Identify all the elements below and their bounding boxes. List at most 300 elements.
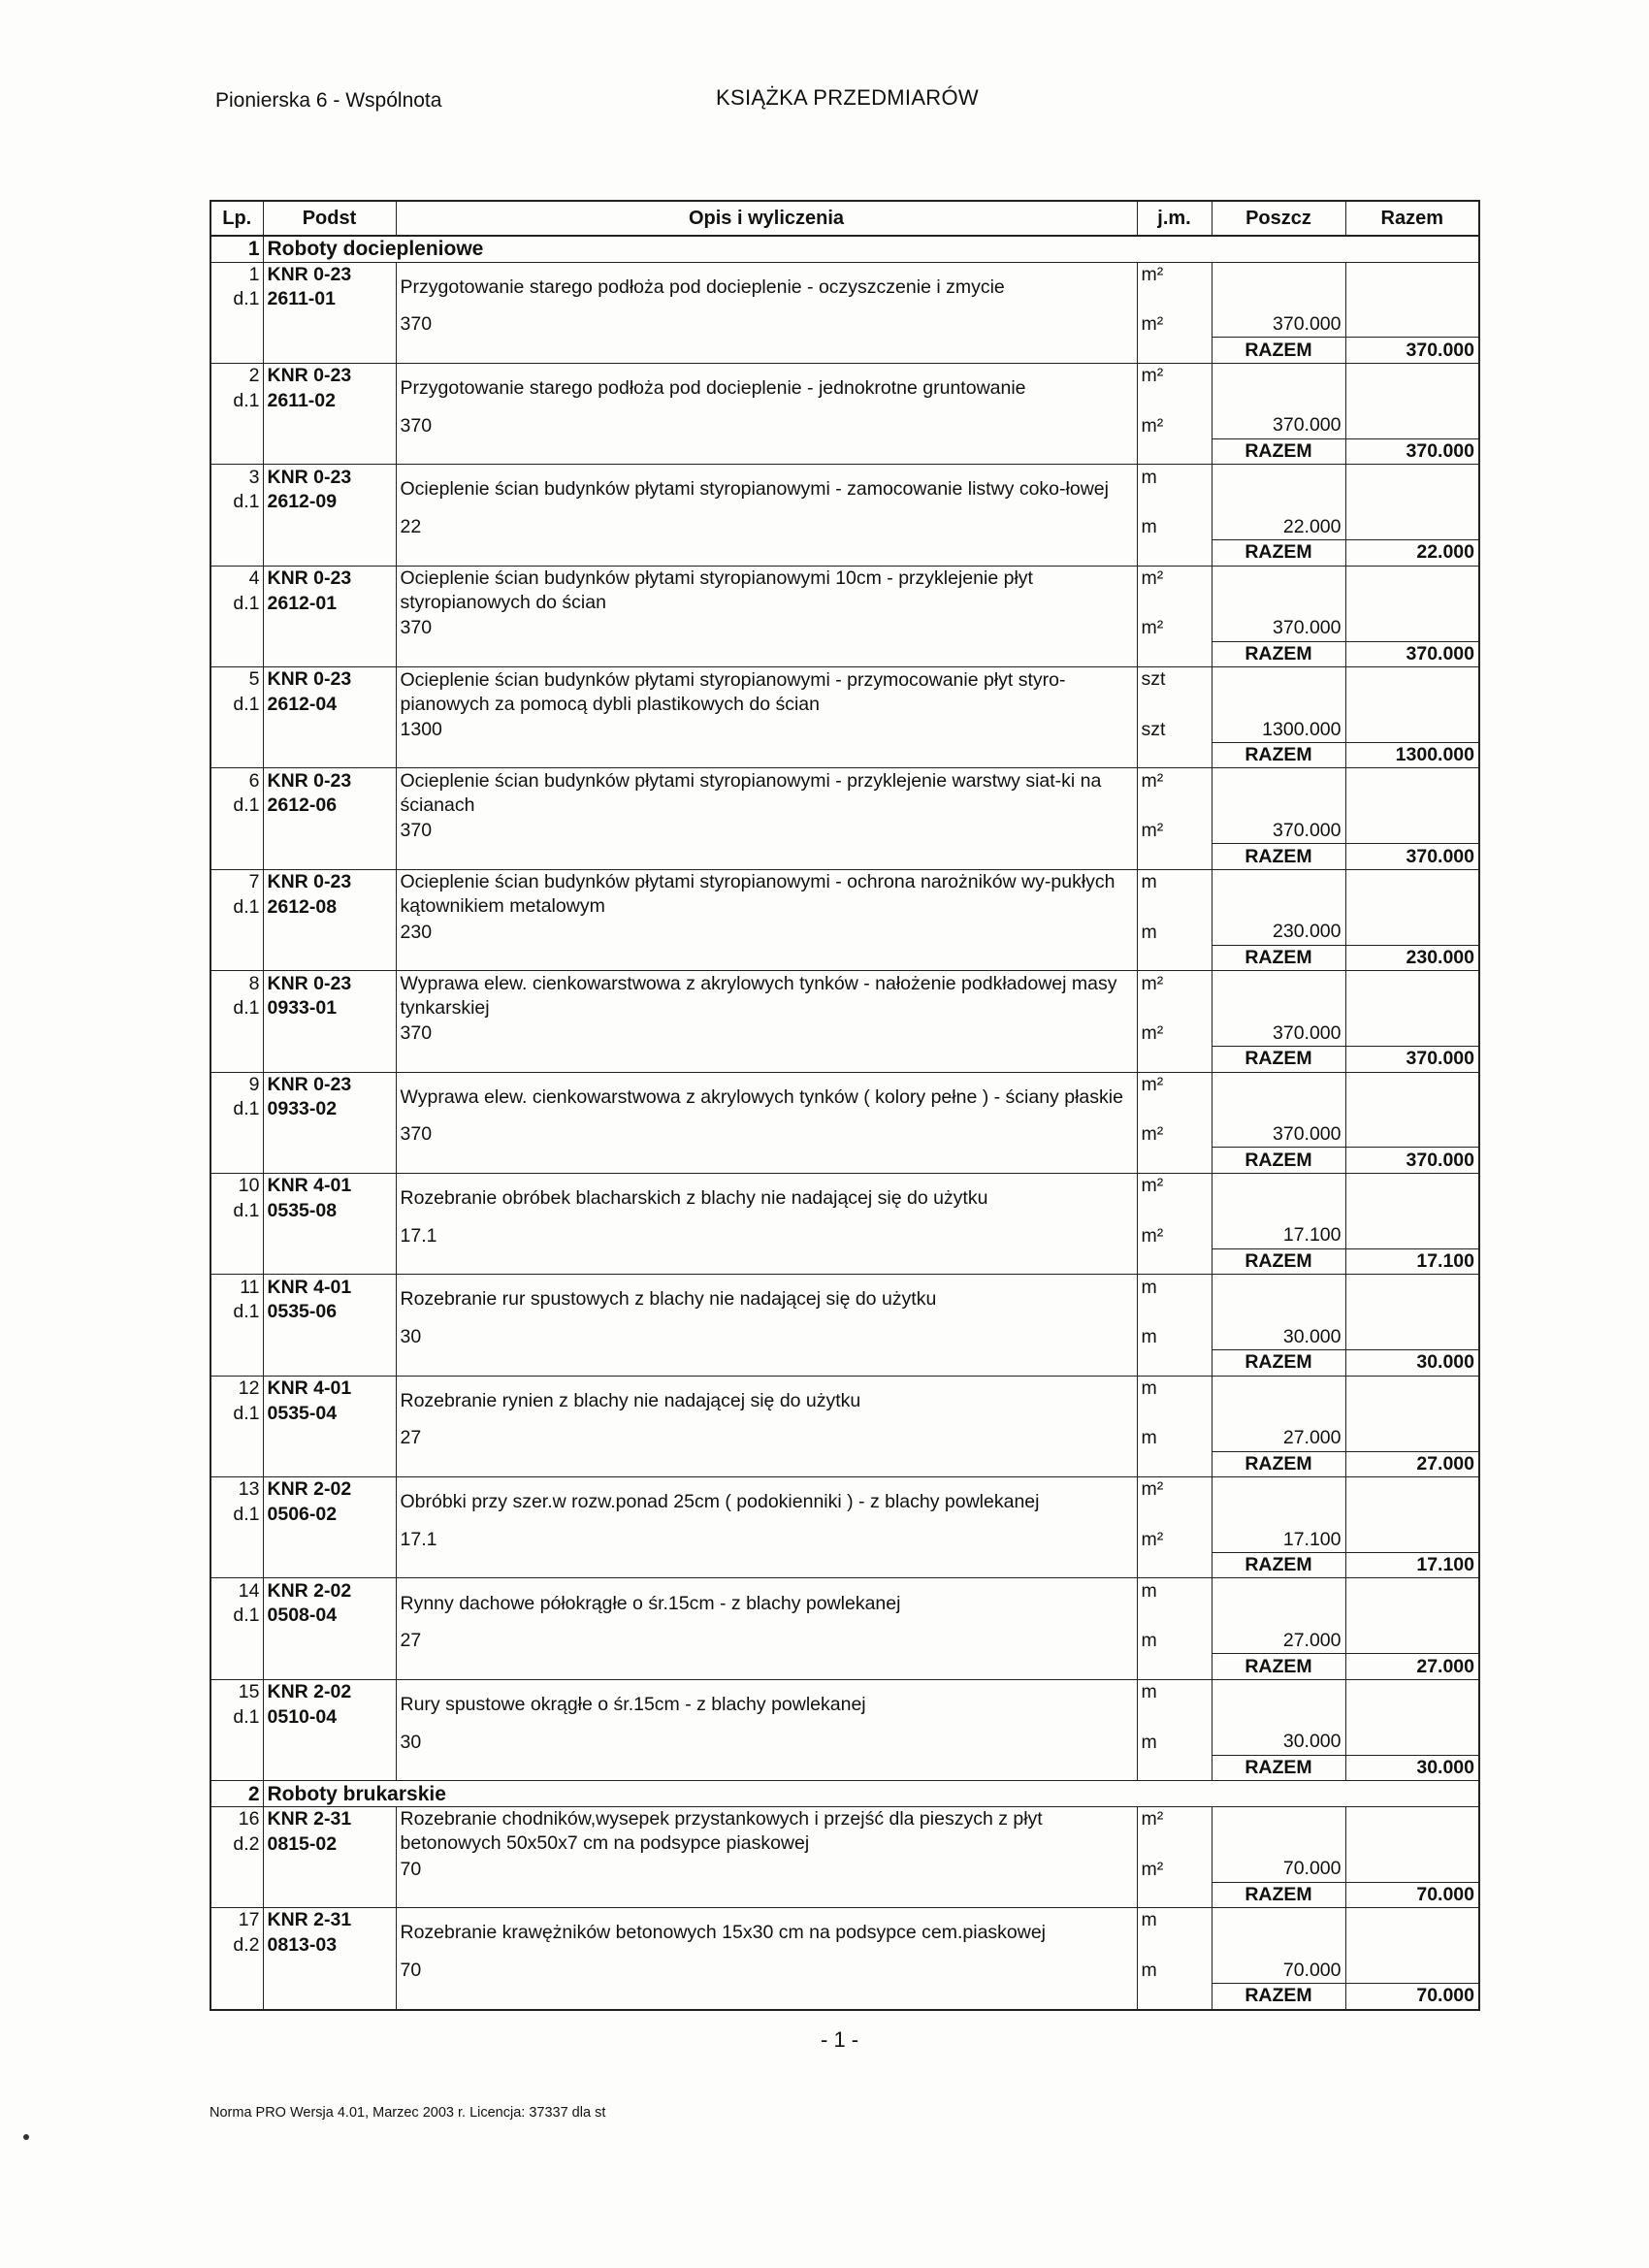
- item-total-row: [210, 338, 1479, 364]
- section-row: [210, 236, 1479, 262]
- item-total-row: [210, 1047, 1479, 1073]
- item-empty: [210, 338, 263, 364]
- item-empty: [1137, 1755, 1212, 1781]
- item-empty: [263, 819, 396, 844]
- item-description: Obróbki przy szer.w rozw.ponad 25cm ( podokienniki ) - z blachy powlekanej: [396, 1477, 1137, 1528]
- item-calc-unit: m²: [1137, 616, 1212, 641]
- item-d-code: d.2: [210, 1933, 263, 1959]
- col-poszcz: Poszcz: [1212, 201, 1345, 236]
- item-calculation: 17.1: [396, 1223, 1137, 1248]
- item-razem-value: 17.100: [1345, 1248, 1479, 1275]
- item-empty: [263, 312, 396, 338]
- item-calc-row: [210, 1325, 1479, 1350]
- item-description: Ocieplenie ścian budynków płytami styropianowymi 10cm - przyklejenie płyt styropianowych do ścian: [396, 566, 1137, 616]
- item-empty: [210, 945, 263, 971]
- item-empty: [1345, 693, 1479, 718]
- item-empty: [1212, 1704, 1345, 1730]
- item-razem-empty: [1345, 1173, 1479, 1198]
- item-empty: [1137, 287, 1212, 312]
- item-row-line1: [210, 1173, 1479, 1198]
- item-empty: [1137, 1097, 1212, 1122]
- col-lp: Lp.: [210, 201, 263, 236]
- item-poszcz-empty: [1212, 1578, 1345, 1604]
- item-empty: [210, 819, 263, 844]
- item-empty: [1345, 1325, 1479, 1350]
- item-unit: szt: [1137, 667, 1212, 693]
- project-name: Pionierska 6 - Wspólnota: [215, 89, 442, 112]
- item-d-code: d.1: [210, 389, 263, 414]
- item-d-code: d.1: [210, 1199, 263, 1224]
- item-podst-catalog: KNR 0-23: [263, 262, 396, 287]
- item-empty: [1137, 591, 1212, 616]
- item-poszcz-value: 1300.000: [1212, 717, 1345, 742]
- item-poszcz-empty: [1212, 1477, 1345, 1503]
- item-empty: [263, 1325, 396, 1350]
- item-poszcz-value: 230.000: [1212, 920, 1345, 945]
- item-total-row: [210, 540, 1479, 567]
- item-empty: [210, 641, 263, 667]
- item-podst-catalog: KNR 0-23: [263, 363, 396, 388]
- item-empty: [396, 1552, 1137, 1578]
- razem-label: RAZEM: [1212, 1350, 1345, 1377]
- item-empty: [263, 1654, 396, 1680]
- item-empty: [210, 1047, 263, 1073]
- item-empty: [210, 1248, 263, 1275]
- item-empty: [1137, 794, 1212, 819]
- item-calc-row: [210, 1527, 1479, 1552]
- item-podst-position: 0510-04: [263, 1704, 396, 1730]
- item-d-code: d.1: [210, 1503, 263, 1528]
- item-razem-value: 370.000: [1345, 844, 1479, 870]
- item-empty: [1212, 389, 1345, 414]
- item-empty: [210, 1426, 263, 1451]
- item-number: 11: [210, 1275, 263, 1300]
- item-empty: [396, 540, 1137, 567]
- item-row-line1: [210, 667, 1479, 693]
- item-calculation: 70: [396, 1857, 1137, 1882]
- item-empty: [1345, 312, 1479, 338]
- item-calculation: 17.1: [396, 1527, 1137, 1552]
- item-calculation: 370: [396, 413, 1137, 438]
- item-empty: [263, 515, 396, 540]
- item-empty: [1137, 1401, 1212, 1426]
- item-empty: [1137, 1248, 1212, 1275]
- item-total-row: [210, 1983, 1479, 2009]
- item-podst-catalog: KNR 0-23: [263, 667, 396, 693]
- item-podst-position: 0813-03: [263, 1933, 396, 1959]
- item-empty: [263, 1350, 396, 1377]
- razem-label: RAZEM: [1212, 1654, 1345, 1680]
- item-empty: [210, 1654, 263, 1680]
- item-empty: [1137, 742, 1212, 768]
- item-razem-empty: [1345, 1477, 1479, 1503]
- item-empty: [210, 1148, 263, 1174]
- item-empty: [210, 1882, 263, 1908]
- item-row-line1: [210, 1806, 1479, 1831]
- section-row: [210, 1781, 1479, 1807]
- item-empty: [210, 1451, 263, 1477]
- item-podst-position: 0508-04: [263, 1604, 396, 1629]
- item-podst-position: 2612-01: [263, 591, 396, 616]
- item-razem-empty: [1345, 566, 1479, 591]
- item-razem-value: 30.000: [1345, 1755, 1479, 1781]
- razem-label: RAZEM: [1212, 641, 1345, 667]
- item-razem-value: 370.000: [1345, 641, 1479, 667]
- razem-label: RAZEM: [1212, 1248, 1345, 1275]
- item-poszcz-empty: [1212, 1072, 1345, 1097]
- item-number: 12: [210, 1376, 263, 1401]
- item-empty: [1212, 693, 1345, 718]
- item-calc-unit: m²: [1137, 1223, 1212, 1248]
- razem-label: RAZEM: [1212, 1451, 1345, 1477]
- item-empty: [263, 945, 396, 971]
- item-total-row: [210, 641, 1479, 667]
- item-empty: [1345, 1223, 1479, 1248]
- item-calc-row: [210, 920, 1479, 945]
- item-empty: [263, 1552, 396, 1578]
- razem-label: RAZEM: [1212, 438, 1345, 465]
- item-number: 14: [210, 1578, 263, 1604]
- item-empty: [263, 616, 396, 641]
- item-unit: m²: [1137, 768, 1212, 794]
- item-poszcz-value: 70.000: [1212, 1857, 1345, 1882]
- item-poszcz-value: 370.000: [1212, 616, 1345, 641]
- razem-label: RAZEM: [1212, 1047, 1345, 1073]
- item-unit: m²: [1137, 262, 1212, 287]
- item-empty: [263, 338, 396, 364]
- item-poszcz-value: 70.000: [1212, 1958, 1345, 1983]
- item-podst-catalog: KNR 2-31: [263, 1908, 396, 1933]
- item-empty: [1345, 616, 1479, 641]
- item-empty: [1345, 1604, 1479, 1629]
- item-total-row: [210, 1148, 1479, 1174]
- item-empty: [210, 1629, 263, 1654]
- item-unit: m: [1137, 1376, 1212, 1401]
- item-calc-row: [210, 1958, 1479, 1983]
- item-number: 13: [210, 1477, 263, 1503]
- item-razem-empty: [1345, 768, 1479, 794]
- item-calc-row: [210, 1426, 1479, 1451]
- item-number: 6: [210, 768, 263, 794]
- item-total-row: [210, 438, 1479, 465]
- item-empty: [210, 1857, 263, 1882]
- item-empty: [1212, 794, 1345, 819]
- item-unit: m: [1137, 1578, 1212, 1604]
- item-row-line1: [210, 465, 1479, 490]
- razem-label: RAZEM: [1212, 338, 1345, 364]
- item-razem-value: 70.000: [1345, 1983, 1479, 2009]
- item-razem-empty: [1345, 465, 1479, 490]
- item-empty: [1212, 1503, 1345, 1528]
- item-row-line1: [210, 1072, 1479, 1097]
- item-podst-position: 2612-04: [263, 693, 396, 718]
- item-razem-empty: [1345, 262, 1479, 287]
- item-empty: [1345, 287, 1479, 312]
- item-empty: [1212, 1604, 1345, 1629]
- item-d-code: d.1: [210, 894, 263, 920]
- item-podst-catalog: KNR 2-02: [263, 1578, 396, 1604]
- table-header-row: [210, 201, 1479, 236]
- item-razem-value: 17.100: [1345, 1552, 1479, 1578]
- footer-license: Norma PRO Wersja 4.01, Marzec 2003 r. Licencja: 37337 dla st: [210, 2105, 606, 2121]
- item-number: 5: [210, 667, 263, 693]
- item-empty: [1212, 1097, 1345, 1122]
- item-description: Rynny dachowe półokrągłe o śr.15cm - z blachy powlekanej: [396, 1578, 1137, 1629]
- item-empty: [396, 1654, 1137, 1680]
- item-poszcz-value: 22.000: [1212, 515, 1345, 540]
- item-empty: [396, 1983, 1137, 2009]
- item-poszcz-empty: [1212, 1376, 1345, 1401]
- item-total-row: [210, 1451, 1479, 1477]
- item-podst-catalog: KNR 0-23: [263, 566, 396, 591]
- item-poszcz-empty: [1212, 768, 1345, 794]
- item-empty: [263, 920, 396, 945]
- item-razem-value: 70.000: [1345, 1882, 1479, 1908]
- item-podst-position: 2612-08: [263, 894, 396, 920]
- item-d-code: d.1: [210, 1704, 263, 1730]
- item-calc-unit: m²: [1137, 819, 1212, 844]
- item-empty: [1345, 1958, 1479, 1983]
- item-empty: [1345, 920, 1479, 945]
- item-podst-catalog: KNR 0-23: [263, 1072, 396, 1097]
- item-calc-unit: m²: [1137, 413, 1212, 438]
- item-podst-catalog: KNR 2-02: [263, 1679, 396, 1704]
- item-poszcz-empty: [1212, 465, 1345, 490]
- item-row-line1: [210, 566, 1479, 591]
- item-row-line1: [210, 262, 1479, 287]
- item-calculation: 70: [396, 1958, 1137, 1983]
- item-empty: [1212, 1199, 1345, 1224]
- item-empty: [263, 641, 396, 667]
- item-podst-catalog: KNR 2-02: [263, 1477, 396, 1503]
- item-podst-catalog: KNR 4-01: [263, 1376, 396, 1401]
- item-row-line1: [210, 1376, 1479, 1401]
- item-row-line1: [210, 1578, 1479, 1604]
- item-empty: [210, 438, 263, 465]
- razem-label: RAZEM: [1212, 945, 1345, 971]
- item-empty: [1137, 490, 1212, 515]
- item-empty: [1345, 1122, 1479, 1148]
- item-empty: [210, 1325, 263, 1350]
- item-poszcz-empty: [1212, 1908, 1345, 1933]
- item-empty: [263, 1958, 396, 1983]
- item-empty: [263, 1755, 396, 1781]
- item-empty: [1345, 996, 1479, 1021]
- item-number: 2: [210, 363, 263, 388]
- item-unit: m: [1137, 1908, 1212, 1933]
- item-unit: m: [1137, 869, 1212, 894]
- item-empty: [210, 1755, 263, 1781]
- item-empty: [1212, 1831, 1345, 1857]
- item-empty: [210, 312, 263, 338]
- item-calc-row: [210, 1629, 1479, 1654]
- item-calculation: 370: [396, 1021, 1137, 1046]
- item-podst-position: 0535-08: [263, 1199, 396, 1224]
- item-unit: m: [1137, 1679, 1212, 1704]
- item-empty: [396, 1047, 1137, 1073]
- item-empty: [1137, 338, 1212, 364]
- item-number: 9: [210, 1072, 263, 1097]
- item-description: Ocieplenie ścian budynków płytami styropianowymi - zamocowanie listwy coko-łowej: [396, 465, 1137, 515]
- item-poszcz-empty: [1212, 1806, 1345, 1831]
- section-number: 2: [210, 1781, 263, 1807]
- razem-label: RAZEM: [1212, 1755, 1345, 1781]
- item-empty: [263, 1983, 396, 2009]
- item-number: 8: [210, 971, 263, 996]
- item-empty: [396, 742, 1137, 768]
- item-empty: [1212, 490, 1345, 515]
- item-unit: m²: [1137, 566, 1212, 591]
- item-empty: [263, 1451, 396, 1477]
- item-unit: m: [1137, 465, 1212, 490]
- item-empty: [396, 1350, 1137, 1377]
- item-total-row: [210, 1350, 1479, 1377]
- item-poszcz-value: 30.000: [1212, 1325, 1345, 1350]
- item-calc-unit: m: [1137, 1426, 1212, 1451]
- item-calc-unit: m²: [1137, 1021, 1212, 1046]
- item-description: Rozebranie chodników,wysepek przystankowych i przejść dla pieszych z płyt betonowych 50x50x7 cm na podsypce piaskowej: [396, 1806, 1137, 1857]
- item-podst-position: 2611-02: [263, 389, 396, 414]
- item-poszcz-value: 30.000: [1212, 1730, 1345, 1755]
- item-empty: [396, 1148, 1137, 1174]
- item-empty: [263, 1857, 396, 1882]
- item-podst-catalog: KNR 4-01: [263, 1275, 396, 1300]
- item-empty: [1345, 1933, 1479, 1959]
- item-empty: [396, 844, 1137, 870]
- item-empty: [1345, 819, 1479, 844]
- item-description: Ocieplenie ścian budynków płytami styropianowymi - przyklejenie warstwy siat-ki na ścianach: [396, 768, 1137, 819]
- item-empty: [1345, 515, 1479, 540]
- item-row-line1: [210, 971, 1479, 996]
- item-podst-position: 0535-06: [263, 1300, 396, 1325]
- item-empty: [210, 540, 263, 567]
- item-empty: [263, 1730, 396, 1755]
- item-calculation: 30: [396, 1325, 1137, 1350]
- item-calc-row: [210, 1730, 1479, 1755]
- item-unit: m²: [1137, 363, 1212, 388]
- item-number: 17: [210, 1908, 263, 1933]
- item-podst-catalog: KNR 0-23: [263, 768, 396, 794]
- item-empty: [210, 616, 263, 641]
- item-poszcz-empty: [1212, 667, 1345, 693]
- item-empty: [1212, 1933, 1345, 1959]
- item-podst-catalog: KNR 0-23: [263, 971, 396, 996]
- item-razem-value: 370.000: [1345, 338, 1479, 364]
- item-calculation: 1300: [396, 717, 1137, 742]
- item-calc-row: [210, 413, 1479, 438]
- item-empty: [1137, 1604, 1212, 1629]
- item-empty: [1345, 1831, 1479, 1857]
- item-description: Wyprawa elew. cienkowarstwowa z akrylowych tynków ( kolory pełne ) - ściany płaskie: [396, 1072, 1137, 1122]
- item-d-code: d.1: [210, 1401, 263, 1426]
- item-calc-row: [210, 819, 1479, 844]
- item-empty: [1345, 389, 1479, 414]
- item-row-line1: [210, 1477, 1479, 1503]
- page-number: - 1 -: [821, 2027, 859, 2052]
- item-calc-unit: m: [1137, 1629, 1212, 1654]
- item-empty: [1345, 490, 1479, 515]
- razem-label: RAZEM: [1212, 1552, 1345, 1578]
- item-calc-unit: m²: [1137, 1857, 1212, 1882]
- item-calc-unit: m: [1137, 1958, 1212, 1983]
- item-razem-value: 22.000: [1345, 540, 1479, 567]
- item-total-row: [210, 742, 1479, 768]
- item-podst-position: 2611-01: [263, 287, 396, 312]
- item-empty: [210, 1958, 263, 1983]
- item-podst-catalog: KNR 2-31: [263, 1806, 396, 1831]
- item-poszcz-empty: [1212, 1275, 1345, 1300]
- item-empty: [263, 1426, 396, 1451]
- item-poszcz-empty: [1212, 1679, 1345, 1704]
- item-empty: [1137, 894, 1212, 920]
- item-description: Rozebranie obróbek blacharskich z blachy nie nadającej się do użytku: [396, 1173, 1137, 1223]
- item-empty: [1137, 1047, 1212, 1073]
- item-empty: [1345, 1199, 1479, 1224]
- item-d-code: d.1: [210, 693, 263, 718]
- razem-label: RAZEM: [1212, 540, 1345, 567]
- item-razem-value: 370.000: [1345, 1047, 1479, 1073]
- razem-label: RAZEM: [1212, 844, 1345, 870]
- item-empty: [263, 1629, 396, 1654]
- item-calc-row: [210, 616, 1479, 641]
- item-razem-value: 370.000: [1345, 438, 1479, 465]
- item-calculation: 370: [396, 312, 1137, 338]
- item-calc-unit: m²: [1137, 1527, 1212, 1552]
- item-d-code: d.1: [210, 794, 263, 819]
- item-razem-empty: [1345, 1679, 1479, 1704]
- item-calculation: 22: [396, 515, 1137, 540]
- col-podst: Podst: [263, 201, 396, 236]
- item-empty: [210, 1730, 263, 1755]
- item-podst-position: 2612-09: [263, 490, 396, 515]
- item-total-row: [210, 945, 1479, 971]
- item-empty: [210, 1350, 263, 1377]
- item-empty: [1137, 540, 1212, 567]
- item-empty: [1345, 1300, 1479, 1325]
- item-poszcz-value: 370.000: [1212, 413, 1345, 438]
- item-empty: [1137, 1148, 1212, 1174]
- item-d-code: d.1: [210, 1097, 263, 1122]
- item-description: Rury spustowe okrągłe o śr.15cm - z blachy powlekanej: [396, 1679, 1137, 1730]
- section-title: Roboty brukarskie: [263, 1781, 1479, 1807]
- item-empty: [1212, 1300, 1345, 1325]
- item-unit: m²: [1137, 1173, 1212, 1198]
- item-empty: [1345, 717, 1479, 742]
- item-empty: [263, 1223, 396, 1248]
- item-description: Rozebranie krawężników betonowych 15x30 cm na podsypce cem.piaskowej: [396, 1908, 1137, 1959]
- item-podst-catalog: KNR 4-01: [263, 1173, 396, 1198]
- item-empty: [210, 1223, 263, 1248]
- item-calc-unit: szt: [1137, 717, 1212, 742]
- item-razem-empty: [1345, 1578, 1479, 1604]
- razem-label: RAZEM: [1212, 742, 1345, 768]
- item-empty: [1345, 1527, 1479, 1552]
- item-poszcz-value: 370.000: [1212, 1122, 1345, 1148]
- item-calculation: 370: [396, 616, 1137, 641]
- item-poszcz-value: 370.000: [1212, 312, 1345, 338]
- item-description: Rozebranie rur spustowych z blachy nie nadającej się do użytku: [396, 1275, 1137, 1325]
- item-total-row: [210, 1654, 1479, 1680]
- item-empty: [1137, 693, 1212, 718]
- item-empty: [210, 1983, 263, 2009]
- item-empty: [396, 1451, 1137, 1477]
- item-empty: [396, 641, 1137, 667]
- item-number: 7: [210, 869, 263, 894]
- item-poszcz-value: 370.000: [1212, 819, 1345, 844]
- item-empty: [210, 1552, 263, 1578]
- item-calc-unit: m: [1137, 1730, 1212, 1755]
- item-empty: [396, 945, 1137, 971]
